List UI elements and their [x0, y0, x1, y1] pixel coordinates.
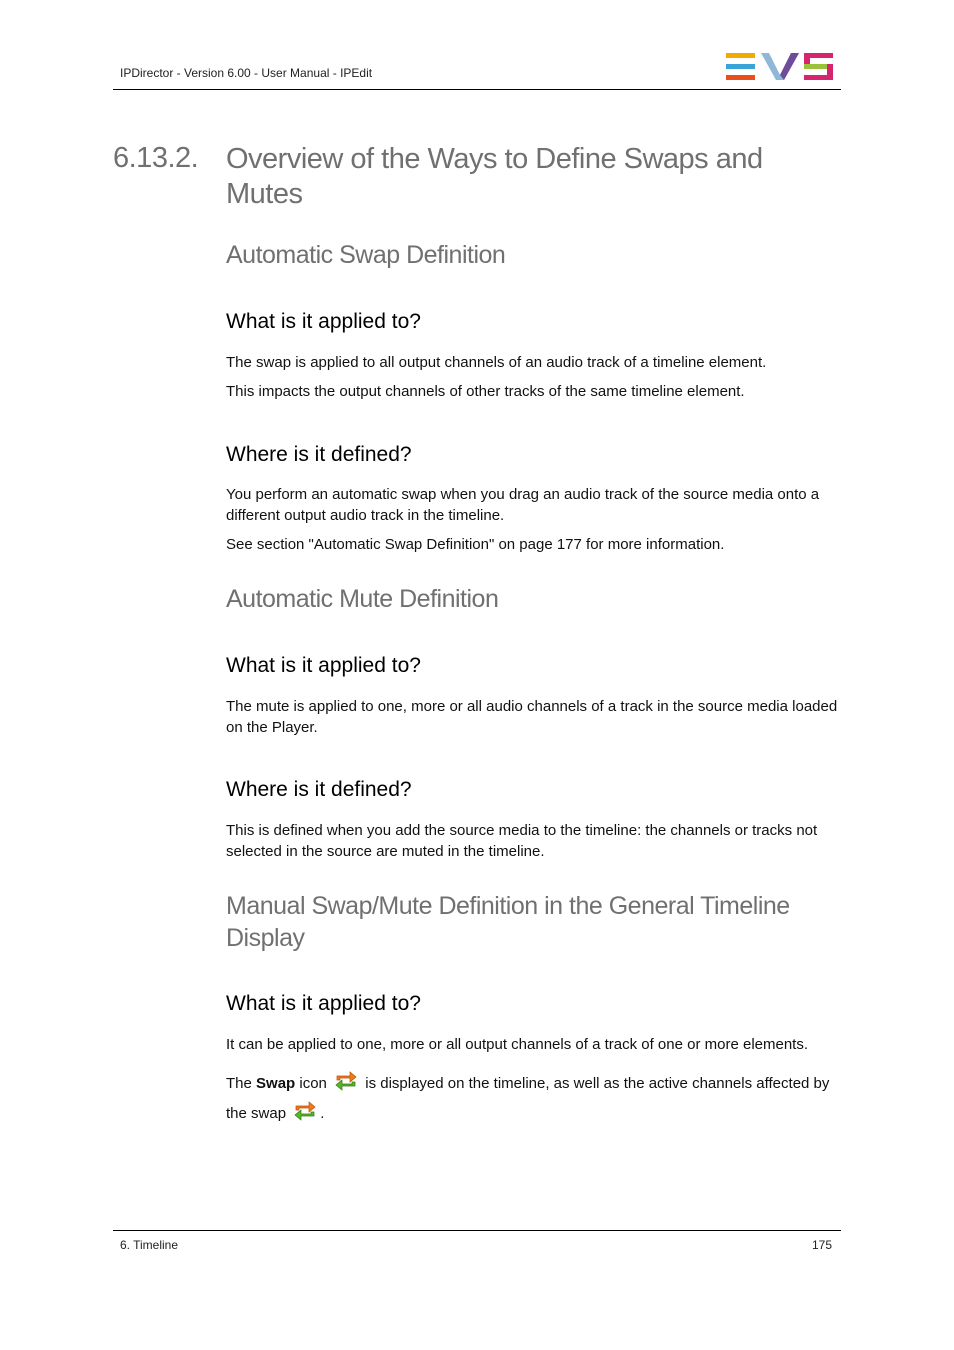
paragraph: You perform an automatic swap when you drag an audio track of the source media onto a different output audio track in the timeline.	[226, 486, 820, 524]
page-number: 175	[812, 1238, 833, 1252]
block-heading: What is it applied to?	[226, 310, 421, 333]
subsection-title: Automatic Swap Definition	[226, 241, 506, 269]
block-heading: What is it applied to?	[226, 654, 421, 677]
section-number: 6.13.2.	[113, 142, 199, 174]
paragraph: The mute is applied to one, more or all audio channels of a track in the source media loaded on the Player.	[226, 698, 838, 736]
paragraph: This is defined when you add the source media to the timeline: the channels or tracks not selected in the source are muted in the timeline.	[226, 822, 818, 860]
footer-rule	[113, 1230, 841, 1231]
swap-arrows-icon	[292, 1098, 318, 1124]
swap-arrows-icon	[333, 1068, 359, 1094]
subsection-title: Manual Swap/Mute Definition in the General Timeline Display	[226, 892, 790, 952]
section-title: Overview of the Ways to Define Swaps and Mutes	[226, 143, 763, 210]
footer-chapter: 6. Timeline	[120, 1238, 179, 1252]
paragraph: The swap is applied to all output channels of an audio track of a timeline element.	[226, 354, 767, 371]
swap-icon-paragraph: The Swap icon is displayed on the timeline, as well as the active channels affected by the swap .	[226, 1068, 836, 1128]
subsection-title: Automatic Mute Definition	[226, 585, 499, 613]
paragraph: It can be applied to one, more or all output channels of a track of one or more elements.	[226, 1036, 809, 1053]
evs-logo	[726, 53, 834, 81]
running-header: IPDirector - Version 6.00 - User Manual - IPEdit	[120, 66, 373, 80]
paragraph: This impacts the output channels of other tracks of the same timeline element.	[226, 383, 745, 400]
cross-reference[interactable]: See section "Automatic Swap Definition" on page 177 for more information.	[226, 536, 725, 553]
block-heading: What is it applied to?	[226, 992, 421, 1015]
swap-term: Swap	[256, 1075, 296, 1092]
header-rule	[113, 89, 841, 90]
block-heading: Where is it defined?	[226, 778, 412, 801]
block-heading: Where is it defined?	[226, 443, 412, 466]
